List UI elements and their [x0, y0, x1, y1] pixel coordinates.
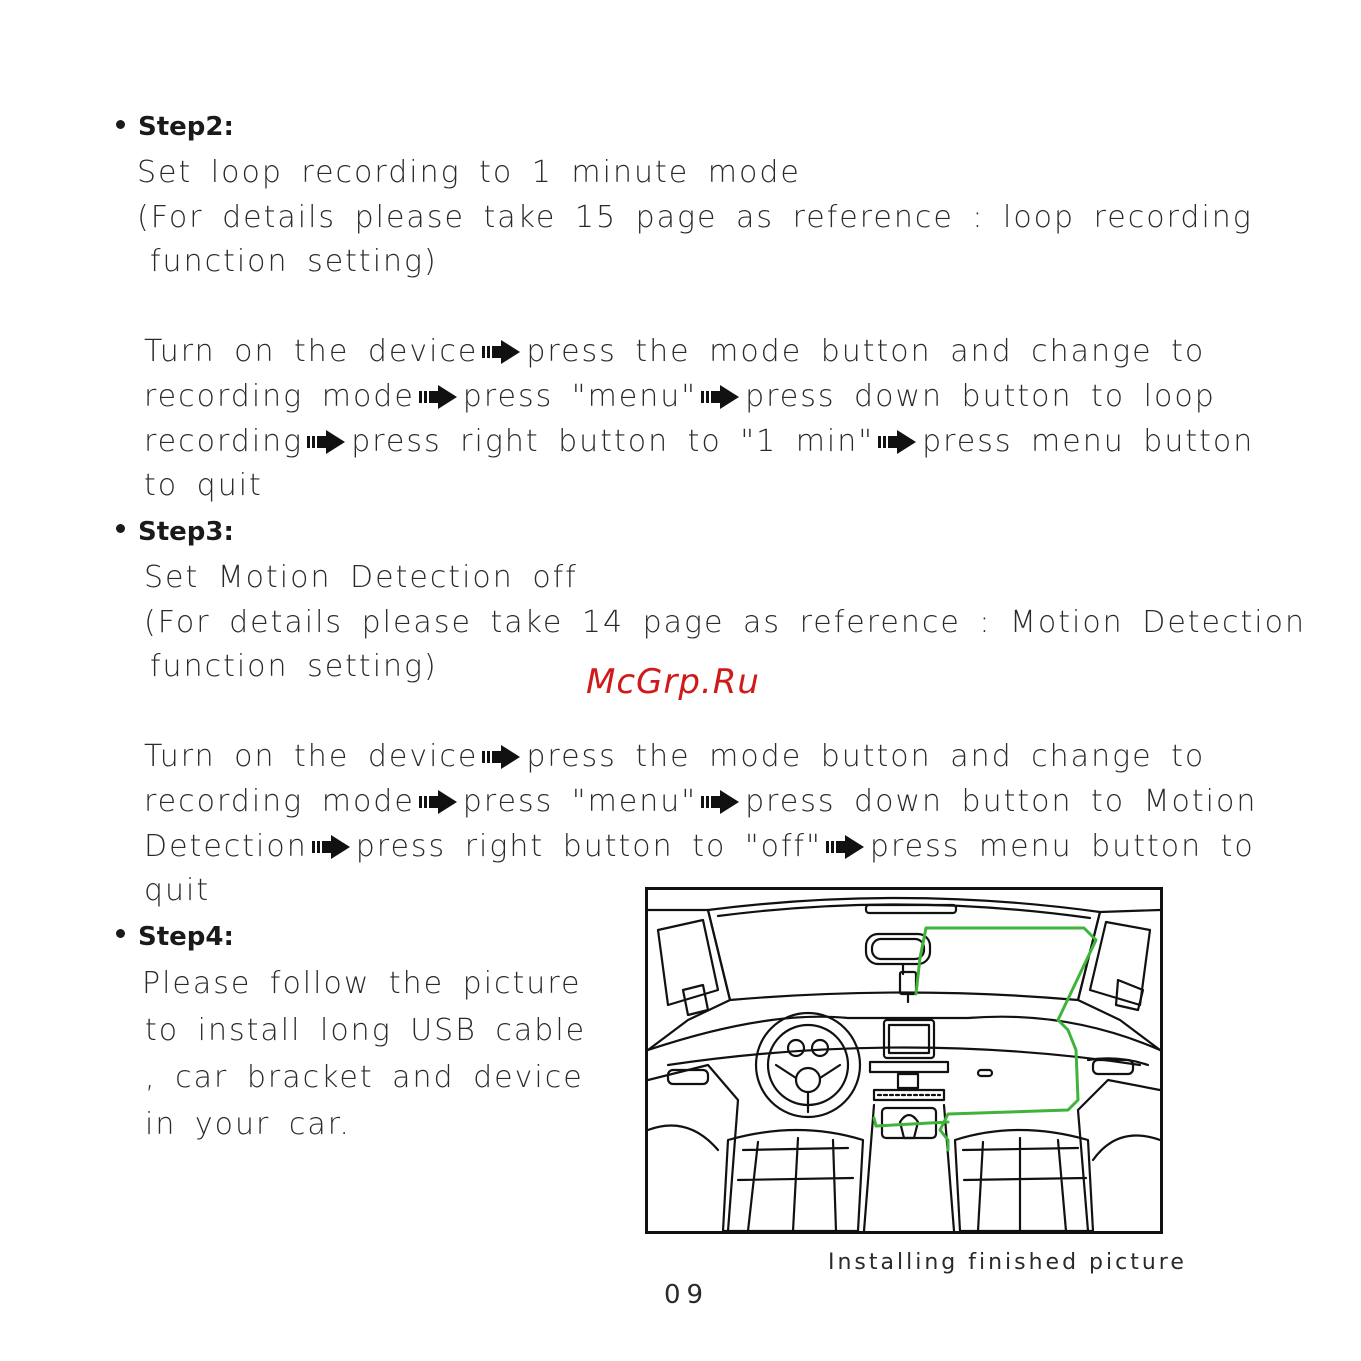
step2-line3: function setting)	[150, 244, 438, 279]
watermark: McGrp.Ru	[586, 662, 760, 702]
step3-line1: Set Motion Detection off	[144, 560, 578, 595]
arrow-right-icon	[307, 430, 345, 454]
arrow-right-icon	[878, 430, 916, 454]
step3-line3: function setting)	[150, 649, 438, 684]
step2-instr-l2b: press "menu"	[462, 379, 698, 414]
car-installation-figure	[645, 887, 1163, 1234]
step2-instr-line3	[144, 424, 1255, 459]
arrow-right-icon	[482, 340, 520, 364]
arrow-right-icon	[701, 385, 739, 409]
step3-line2: (For details please take 14 page as reference : Motion Detection	[144, 605, 1306, 640]
arrow-right-icon	[312, 835, 350, 859]
step2-instr-l1a: Turn on the device	[144, 334, 479, 369]
step3-instr-l2a: recording mode	[144, 784, 415, 819]
step2-heading: Step2:	[138, 112, 234, 142]
step3-instr-line4: quit	[144, 873, 211, 908]
step3-heading: Step3:	[138, 517, 234, 547]
step2-instr-l2a: recording mode	[144, 379, 415, 414]
step4-line3: , car bracket and device	[145, 1060, 584, 1095]
car-interior-illustration	[648, 890, 1160, 1231]
arrow-right-icon	[482, 745, 520, 769]
step4-line1: Please follow the picture	[142, 966, 582, 1001]
step2-line1: Set loop recording to 1 minute mode	[137, 155, 801, 190]
step2-line2: (For details please take 15 page as reference : loop recording	[137, 200, 1253, 235]
step2-instr-line2	[144, 379, 1216, 414]
step3-instr-l1b: press the mode button and change to	[526, 739, 1206, 774]
step3-instr-l3a: Detection	[144, 829, 308, 864]
arrow-right-icon	[826, 835, 864, 859]
step2-instr-l2c: press down button to loop	[745, 379, 1216, 414]
step4-heading: Step4:	[138, 922, 234, 952]
step3-instr-l3b: press right button to "off"	[355, 829, 822, 864]
step3-instr-l2c: press down button to Motion	[745, 784, 1258, 819]
step2-instr-l3b: press right button to "1 min"	[351, 424, 875, 459]
bullet-dot-icon	[116, 120, 125, 129]
step3-instr-l1a: Turn on the device	[144, 739, 479, 774]
arrow-right-icon	[419, 790, 457, 814]
step2-instr-line4: to quit	[144, 468, 263, 503]
step3-instr-line1	[144, 739, 1206, 774]
step3-instr-l2b: press "menu"	[462, 784, 698, 819]
step3-instr-line2	[144, 784, 1258, 819]
step3-instr-line3	[144, 829, 1255, 864]
step4-line4: in your car.	[145, 1107, 351, 1142]
bullet-dot-icon	[116, 524, 125, 533]
step3-instr-l3c: press menu button to	[869, 829, 1255, 864]
step2-instr-l3c: press menu button	[922, 424, 1255, 459]
arrow-right-icon	[419, 385, 457, 409]
step2-instr-line1	[144, 334, 1206, 369]
step4-line2: to install long USB cable	[145, 1013, 587, 1048]
figure-caption: Installing finished picture	[828, 1250, 1187, 1275]
bullet-dot-icon	[116, 929, 125, 938]
page-number: 09	[664, 1280, 710, 1310]
arrow-right-icon	[701, 790, 739, 814]
step2-instr-l1b: press the mode button and change to	[526, 334, 1206, 369]
step2-instr-l3a: recording	[144, 424, 304, 459]
